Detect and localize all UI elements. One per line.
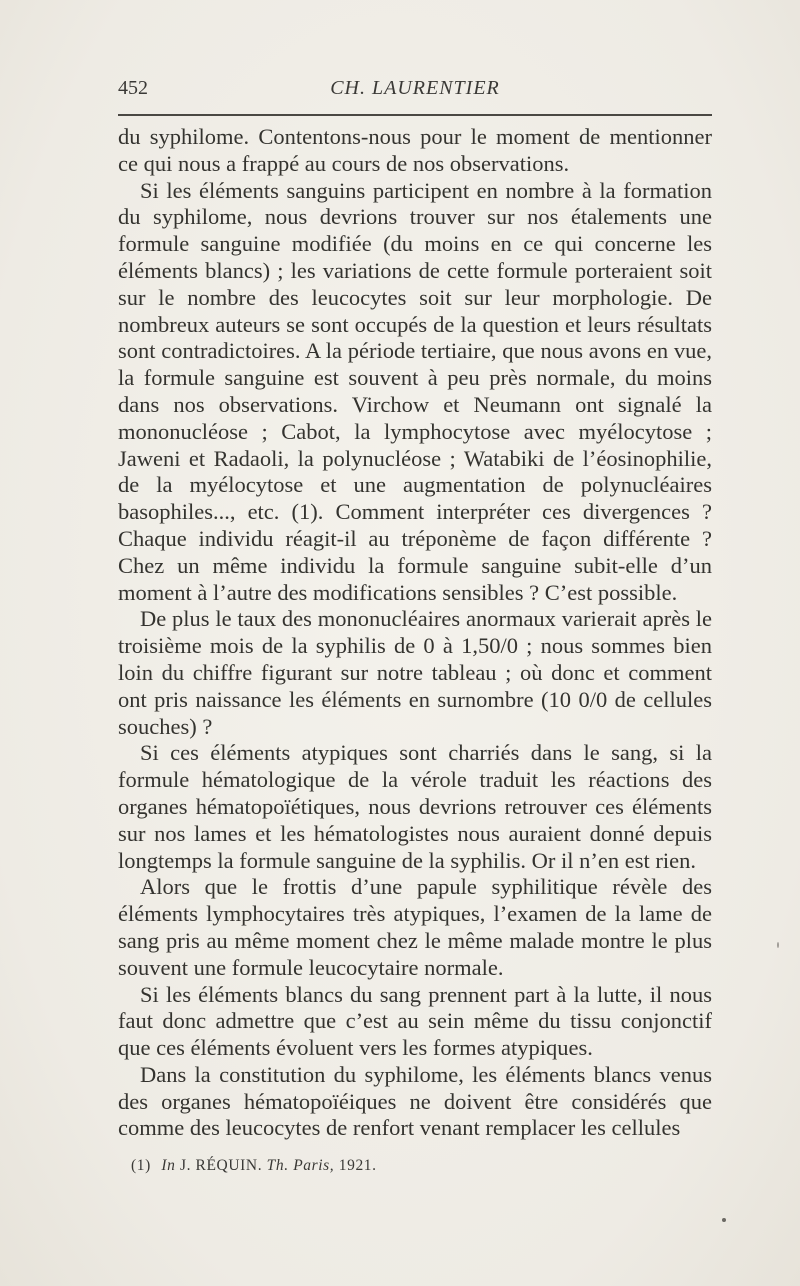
footnote-year: 1921. <box>338 1157 377 1174</box>
page-header <box>118 77 712 103</box>
footnote-prefix: In <box>161 1157 176 1174</box>
paper-speck <box>722 1218 726 1222</box>
footnote-number: (1) <box>131 1157 151 1174</box>
footnote-work: Th. Paris, <box>266 1157 335 1174</box>
paragraph: Si les éléments sanguins participent en nombre à la formation du syphilome, nous devrions trouver sur nos étalements une formule sanguine modifiée (du moins en ce qui concerne les éléments blancs) ; les variations de cette formule porteraient soit sur le nombre des leucocytes soit sur leur morphologie. De nombreux auteurs se sont occupés de la question et leurs résultats sont contradictoires. A la période tertiaire, que nous avons en vue, la formule sanguine est souvent à peu près normale, du moins dans nos observations. Virchow et Neumann ont signalé la mononucléose ; Cabot, la lymphocytose avec myélocytose ; Jaweni et Radaoli, la polynucléose ; Watabiki de l’éosinophilie, de la myélocytose et une augmentation de polynucléaires basophiles..., etc. (1). Comment interpréter ces divergences ? Chaque individu réagit-il au tréponème de façon différente ? Chez un même individu la formule sanguine subit-elle d’un moment à l’autre des modifications sensibles ? C’est possible. <box>118 177 712 605</box>
paragraph: Alors que le frottis d’une papule syphilitique révèle des éléments lymphocytaires très atypiques, l’examen de la lame de sang pris au même moment chez le même malade montre le plus souvent une formule leucocytaire normale. <box>118 874 712 980</box>
header-rule <box>118 114 712 116</box>
paragraph: Si ces éléments atypiques sont charriés dans le sang, si la formule hématologique de la vérole traduit les réactions des organes hématopoïétiques, nous devrions retrouver ces éléments sur nos lames et les hématologistes nous auraient donné depuis longtemps la formule sanguine de la syphilis. Or il n’en est rien. <box>118 740 712 873</box>
footnote-author: J. RÉQUIN. <box>179 1157 263 1174</box>
page-number: 452 <box>118 77 148 99</box>
body-text <box>118 124 712 1142</box>
running-head: CH. LAURENTIER <box>330 77 500 99</box>
paragraph: Si les éléments blancs du sang prennent part à la lutte, il nous faut donc admettre que c’est au sein même du tissu conjonctif que ces éléments évoluent vers les formes atypiques. <box>118 981 712 1061</box>
paper-speck <box>777 942 779 948</box>
paragraph: De plus le taux des mononucléaires anormaux varierait après le troisième mois de la syphilis de 0 à 1,50/0 ; nous sommes bien loin du chiffre figurant sur notre tableau ; où donc et comment ont pris naissance les éléments en surnombre (10 0/0 de cellules souches) ? <box>118 606 712 739</box>
paragraph: du syphilome. Contentons-nous pour le moment de mentionner ce qui nous a frappé au cours de nos observations. <box>118 124 712 176</box>
paragraph: Dans la constitution du syphilome, les éléments blancs venus des organes hématopoïéiques ne doivent être considérés que comme des leucocytes de renfort venant remplacer les cellules <box>118 1061 712 1141</box>
footnote <box>131 1157 711 1175</box>
